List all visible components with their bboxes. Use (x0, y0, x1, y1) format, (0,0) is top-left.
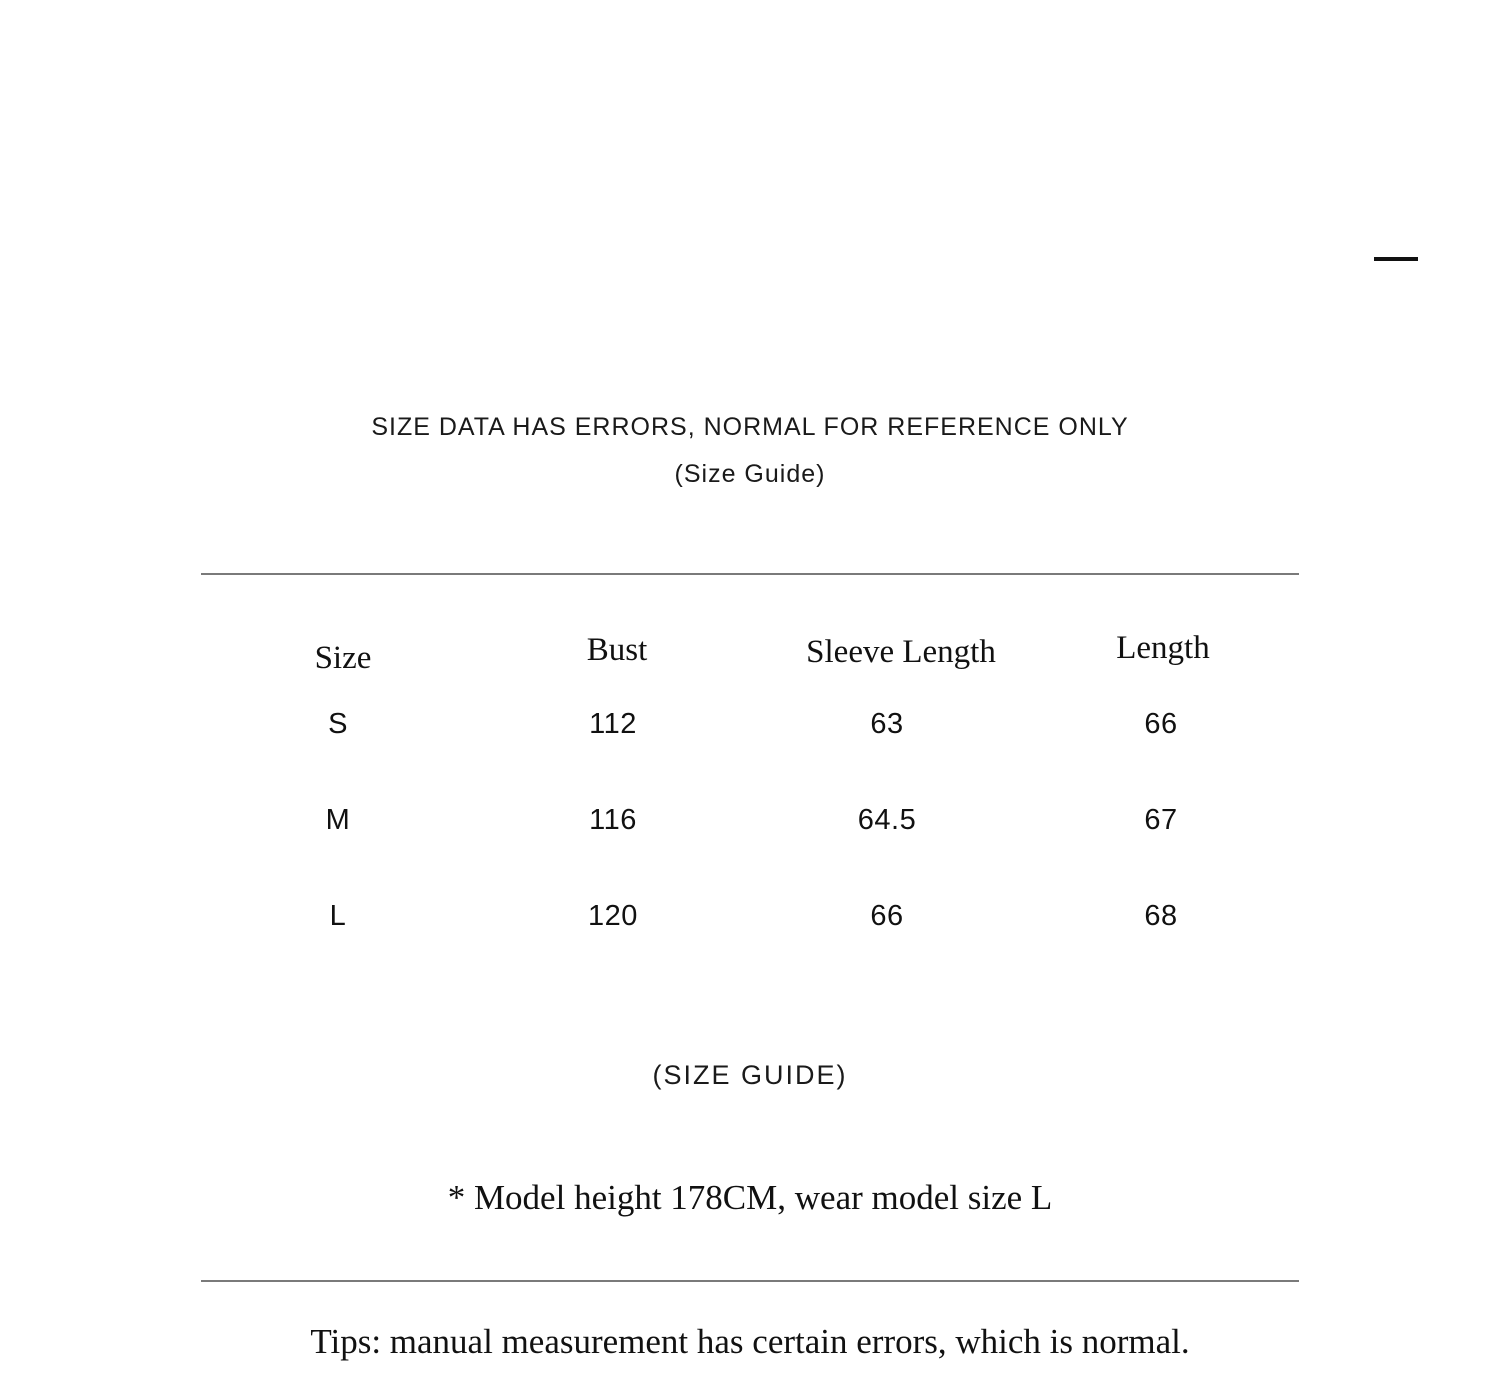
size-guide-subtitle: (Size Guide) (674, 460, 826, 488)
table-cell: S (328, 708, 348, 740)
model-note: * Model height 178CM, wear model size L (447, 1178, 1053, 1217)
table-cell: 112 (589, 708, 637, 740)
table-header-bust: Bust (586, 632, 648, 668)
tips-text: Tips: manual measurement has certain errors, which is normal. (310, 1322, 1190, 1361)
table-cell: 63 (870, 708, 904, 740)
table-header-sleeve-length: Sleeve Length (806, 634, 996, 670)
table-cell: 120 (588, 900, 638, 932)
table-cell: 66 (1144, 708, 1178, 740)
reference-notice: SIZE DATA HAS ERRORS, NORMAL FOR REFERENCE ONLY (371, 413, 1129, 441)
table-header-length: Length (1116, 630, 1210, 666)
table-header-size: Size (314, 640, 372, 676)
minus-icon (1374, 257, 1418, 261)
table-cell: 116 (589, 804, 637, 836)
size-guide-label: (SIZE GUIDE) (652, 1060, 848, 1090)
table-cell: 64.5 (857, 804, 917, 836)
bottom-divider (201, 1280, 1299, 1282)
table-cell: 67 (1144, 804, 1178, 836)
table-cell: 68 (1144, 900, 1178, 932)
table-cell: L (329, 900, 347, 932)
table-cell: M (325, 804, 351, 836)
table-cell: 66 (870, 900, 904, 932)
top-divider (201, 573, 1299, 575)
